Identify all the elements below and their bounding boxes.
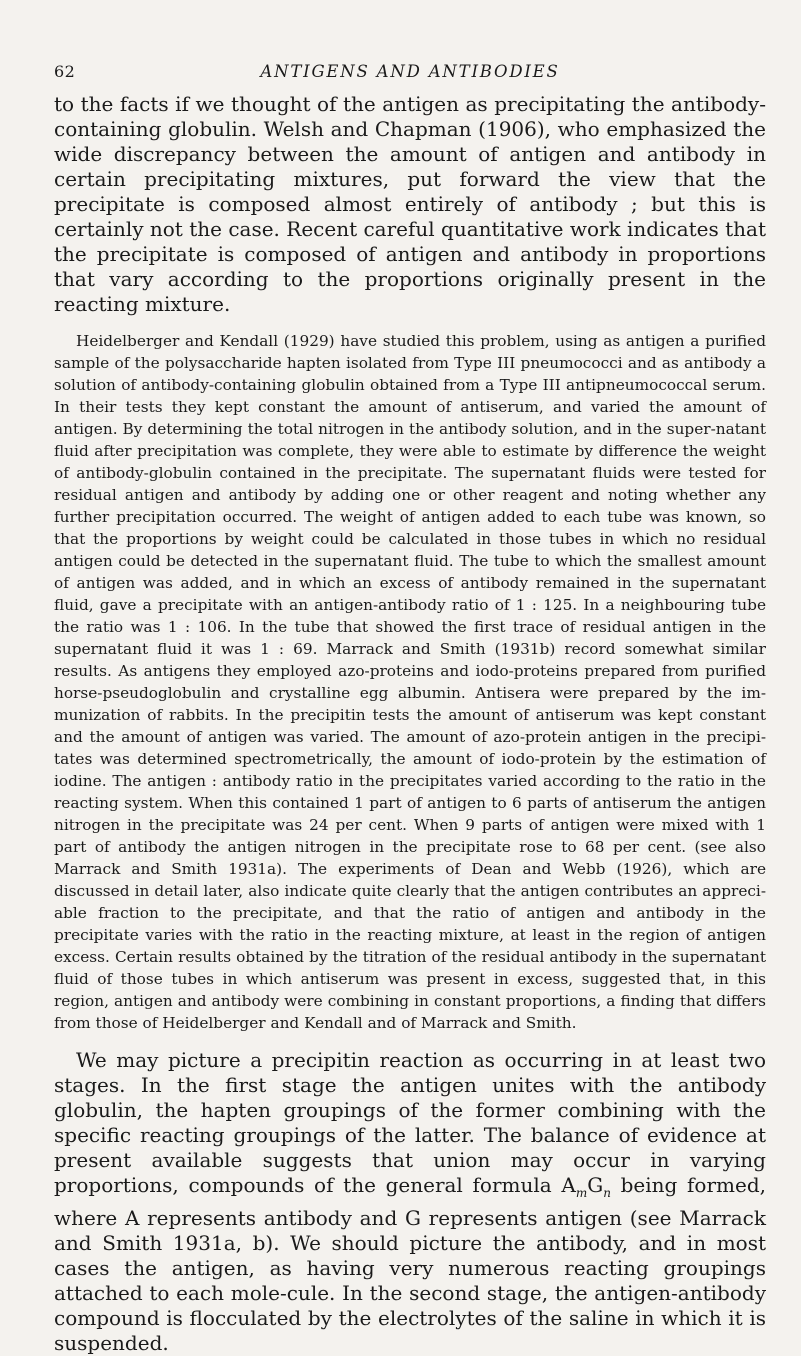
formula-n: n [603, 1186, 611, 1200]
paragraph-3-text-after: being formed, where A represents antibody and G represents antigen (see Marrack and Smith 1931a, b). We should picture the antibody, and in most cases the antigen, as having very numerous reacting groupings attached to each mole-cule. In the second stage, the antigen-antibody compound is flocculated by the electrolytes of the saline in which it is suspended. [54, 1173, 766, 1355]
page-header [54, 0, 766, 92]
formula-m: m [575, 1186, 588, 1200]
paragraph-3-text-before: We may picture a precipitin reaction as occurring in at least two stages. In the first stage the antigen unites with the antibody globulin, the hapten groupings of the former combining with the specific reacting groupings of the latter. The balance of evidence at present available suggests that union may occur in varying proportions, compounds of the general formula [54, 1048, 766, 1197]
formula-g: G [587, 1173, 604, 1197]
paragraph-2: Heidelberger and Kendall (1929) have studied this problem, using as antigen a purified sample of the polysaccharide hapten isolated from Type III pneumococci and as antibody a solution of antibody-containing globulin obtained from a Type III antipneumococcal serum. In their tests they kept constant the amount of antiserum, and varied the amount of antigen. By determining the total nitrogen in the antibody solution, and in the super-natant fluid after precipitation was complete, they were able to estimate by difference the weight of antibody-globulin contained in the precipitate. The supernatant fluids were tested for residual antigen and antibody by adding one or other reagent and noting whether any further precipitation occurred. The weight of antigen added to each tube was known, so that the proportions by weight could be calculated in those tubes in which no residual antigen could be detected in the supernatant fluid. The tube to which the smallest amount of antigen was added, and in which an excess of antibody remained in the supernatant fluid, gave a precipitate with an antigen-antibody ratio of 1 : 125. In a neighbouring tube the ratio was 1 : 106. In the tube that showed the first trace of residual antigen in the supernatant fluid it was 1 : 69. Marrack and Smith (1931b) record somewhat similar results. As antigens they employed azo-proteins and iodo-proteins prepared from purified horse-pseudoglobulin and crystalline egg albumin. Antisera were prepared by the im-munization of rabbits. In the precipitin tests the amount of antiserum was kept constant and the amount of antigen was varied. The amount of azo-protein antigen in the precipi-tates was determined spectrometrically, the amount of iodo-protein by the estimation of iodine. The antigen : antibody ratio in the precipitates varied according to the ratio in the reacting system. When this contained 1 part of antigen to 6 parts of antiserum the antigen nitrogen in the precipitate was 24 per cent. When 9 parts of antigen were mixed with 1 part of antibody the antigen nitrogen in the precipitate rose to 68 per cent. (see also Marrack and Smith 1931a). The experiments of Dean and Webb (1926), which are discussed in detail later, also indicate quite clearly that the antigen contributes an appreci-able fraction to the precipitate, and that the ratio of antigen and antibody in the precipitate varies with the ratio in the reacting mixture, at least in the region of antigen excess. Certain results obtained by the titration of the residual antibody in the supernatant fluid of those tubes in which antiserum was present in excess, suggested that, in this region, antigen and antibody were combining in constant proportions, a finding that differs from those of Heidelberger and Kendall and of Marrack and Smith. [54, 332, 766, 1032]
page-number: 62 [54, 62, 76, 81]
formula-a: A [561, 1173, 576, 1197]
paragraph-1: to the facts if we thought of the antigen as precipitating the antibody-containing globulin. Welsh and Chapman (1906), who emphasized the wide discrepancy between the amount of antigen and antibody in certain precipitating mixtures, put forward the view that the precipitate is composed almost entirely of antibody ; but this is certainly not the case. Recent careful quantitative work indicates that the precipitate is composed of antigen and antibody in proportions that vary according to the proportions originally present in the reacting mixture. [54, 92, 767, 316]
running-head: ANTIGENS AND ANTIBODIES [260, 62, 560, 81]
paragraph-3 [54, 1048, 766, 1356]
book-page [54, 0, 766, 1356]
general-formula [561, 1173, 611, 1200]
